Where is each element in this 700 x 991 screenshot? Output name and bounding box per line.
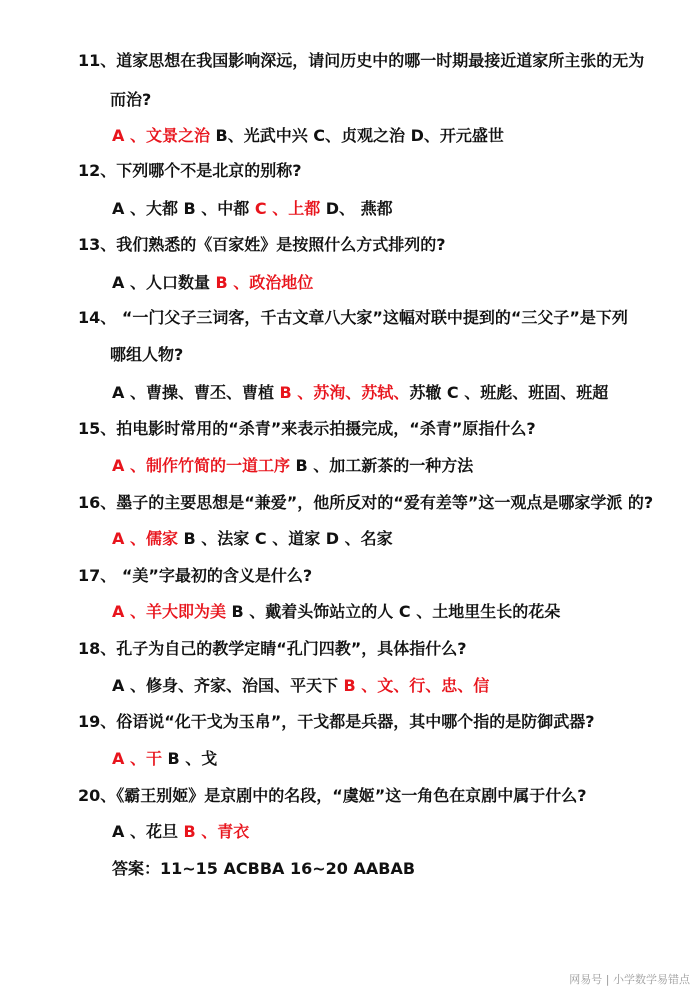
question-11-line-1: 11、道家思想在我国影响深远，请问历史中的哪一时期最接近道家所主张的无为 [78, 51, 645, 70]
option-text: A 、修身、齐家、治国、平天下 [112, 676, 344, 695]
answer-highlight: B 、文、行、忠、信 [343, 676, 490, 695]
answer-highlight: A 、儒家 [112, 529, 178, 548]
question-18-options [112, 675, 489, 697]
question-17-options [112, 601, 560, 623]
option-text: B 、法家 C 、道家 D 、名家 [177, 529, 393, 548]
option-text: B 、加工新茶的一种方法 [289, 456, 474, 475]
question-14-line-2: 哪组人物? [110, 345, 184, 364]
question-19-options [112, 748, 217, 770]
answer-highlight: A 、干 [112, 749, 162, 768]
watermark: 网易号 | 小学数学易错点 [569, 973, 690, 986]
option-text: B 、戈 [161, 749, 218, 768]
option-text: A 、曹操、曹丕、曹植 [112, 383, 280, 402]
question-15-options [112, 455, 473, 477]
question-20-options [112, 821, 249, 843]
question-19-line-1: 19、俗语说“化干戈为玉帛”，干戈都是兵器，其中哪个指的是防御武器? [78, 712, 595, 731]
question-11-line-2: 而治? [110, 90, 152, 109]
question-14-options [112, 382, 608, 404]
answer-highlight: B 、青衣 [183, 822, 250, 841]
answer-key: 答案：11~15 ACBBA 16~20 AABAB [112, 859, 416, 878]
question-13-options [112, 272, 313, 294]
question-15-line-1: 15、拍电影时常用的“杀青”来表示拍摄完成，“杀青”原指什么? [78, 419, 536, 438]
question-13-line-1: 13、我们熟悉的《百家姓》是按照什么方式排列的? [78, 235, 446, 254]
answer-highlight: A 、羊大即为美 [112, 602, 226, 621]
option-text: A 、人口数量 [112, 273, 216, 292]
question-17-line-1: 17、 “美”字最初的含义是什么? [78, 566, 313, 585]
question-11-options [112, 125, 504, 147]
option-text: B 、戴着头饰站立的人 C 、土地里生长的花朵 [225, 602, 561, 621]
option-text: A 、花旦 [112, 822, 184, 841]
answer-highlight: A 、文景之治 [112, 126, 210, 145]
question-16-line-1: 16、墨子的主要思想是“兼爱”，他所反对的“爱有差等”这一观点是哪家学派 的? [78, 493, 654, 512]
question-18-line-1: 18、孔子为自己的教学定睛“孔门四教”，具体指什么? [78, 639, 467, 658]
question-20-line-1: 20、《霸王别姬》是京剧中的名段，“虞姬”这一角色在京剧中属于什么? [78, 786, 587, 805]
answer-highlight: B 、政治地位 [215, 273, 314, 292]
option-text: D、 燕都 [320, 199, 393, 218]
answer-highlight: B 、苏洵、苏轼、 [279, 383, 410, 402]
question-12-options [112, 198, 393, 220]
answer-highlight: A 、制作竹简的一道工序 [112, 456, 290, 475]
option-text: A 、大都 B 、中都 [112, 199, 255, 218]
option-text: 苏辙 C 、班彪、班固、班超 [409, 383, 609, 402]
option-text: B、光武中兴 C、贞观之治 D、开元盛世 [209, 126, 504, 145]
question-14-line-1: 14、 “一门父子三词客，千古文章八大家”这幅对联中提到的“三父子”是下列 [78, 308, 628, 327]
question-16-options [112, 528, 393, 550]
answer-highlight: C 、上都 [254, 199, 321, 218]
question-12-line-1: 12、下列哪个不是北京的别称? [78, 161, 302, 180]
